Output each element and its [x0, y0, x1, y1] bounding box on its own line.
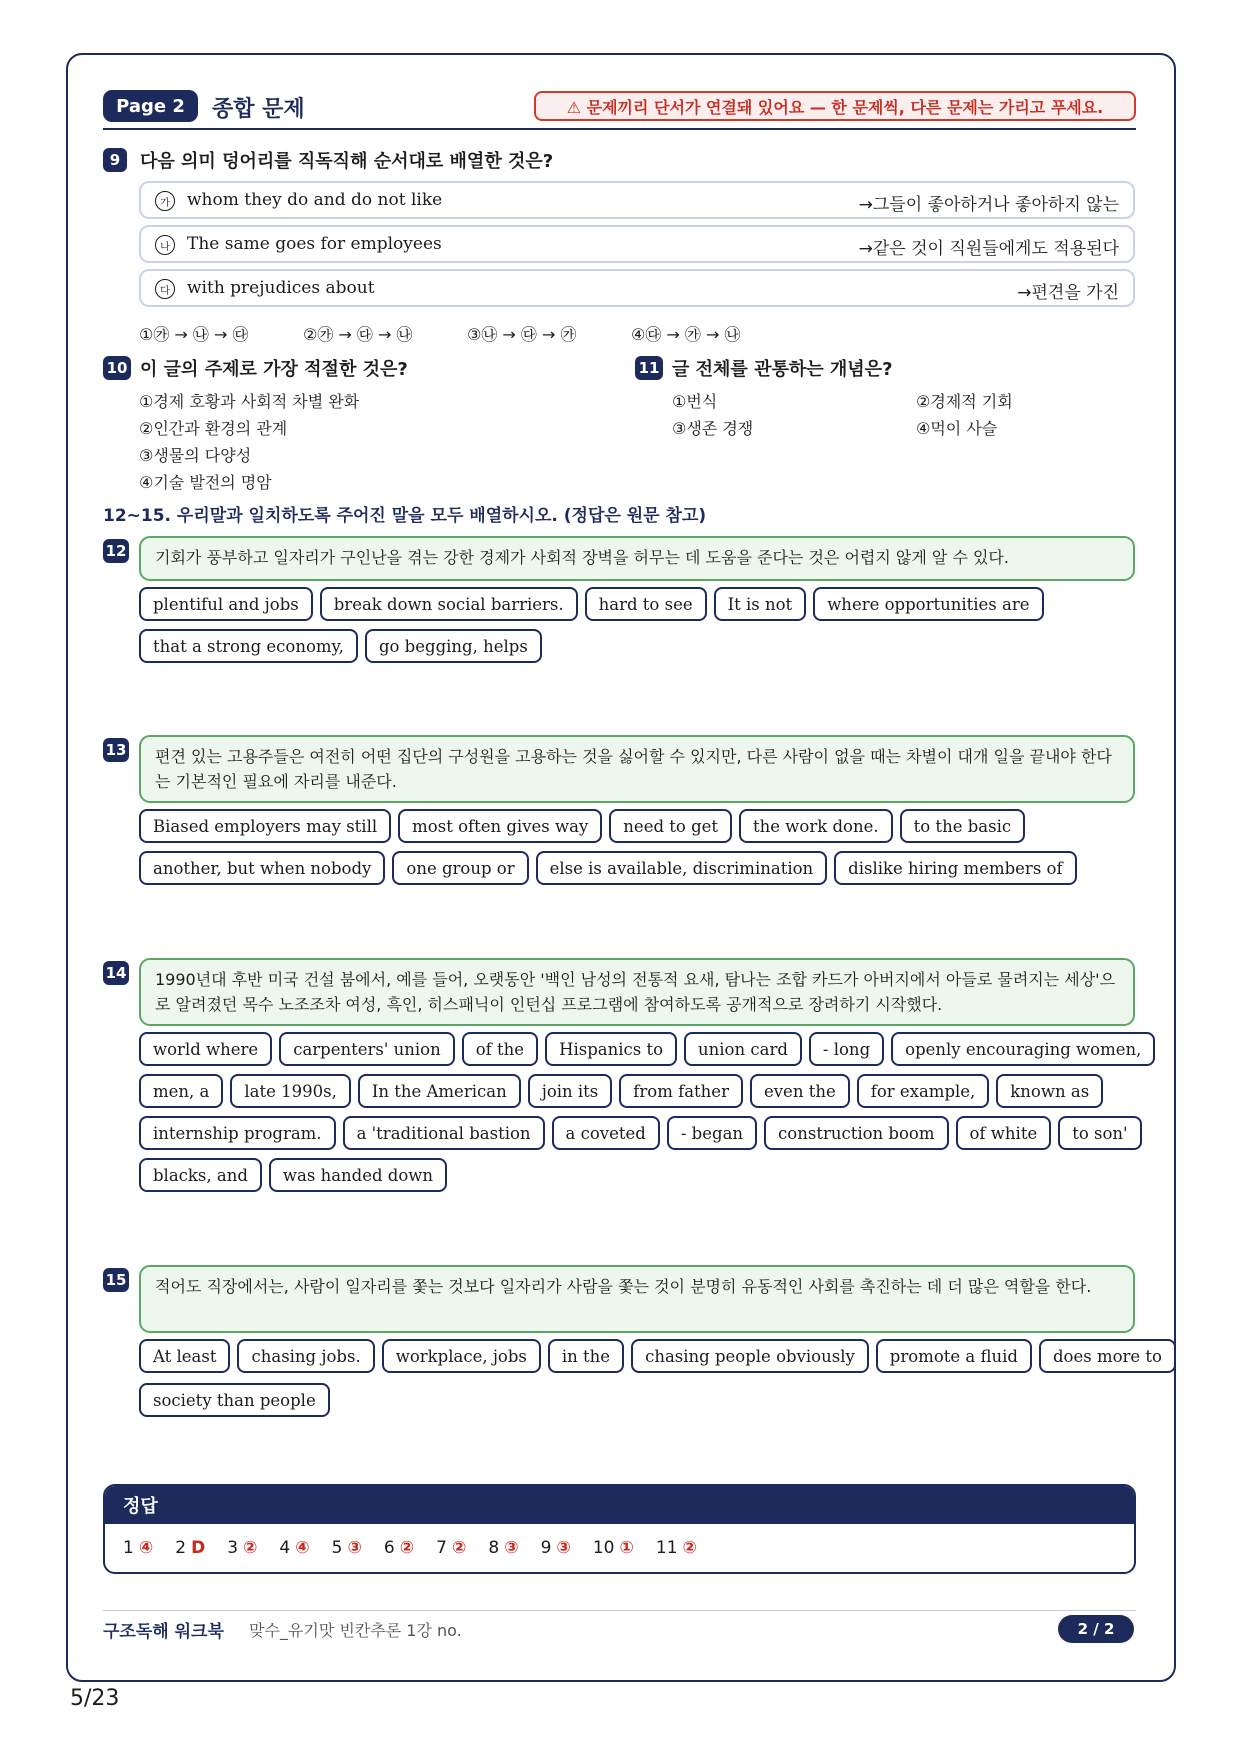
- word-tile[interactable]: to son': [1058, 1116, 1141, 1150]
- circle-mark: 나: [155, 235, 175, 255]
- question-number-14: 14: [103, 961, 129, 985]
- chunk-english: The same goes for employees: [187, 234, 442, 254]
- word-tile[interactable]: dislike hiring members of: [834, 851, 1076, 885]
- q9-option-2[interactable]: ②㉮ → ㉰ → ㉯: [303, 325, 413, 344]
- word-row: [139, 1116, 1142, 1150]
- page-counter: 5/23: [70, 1686, 120, 1711]
- word-row: [139, 809, 1025, 843]
- korean-prompt-14: 1990년대 후반 미국 건설 붐에서, 예를 들어, 오랫동안 '백인 남성의 전통적 요새, 탐나는 조합 카드가 아버지에서 아들로 물려지는 세상'으로 알려졌던 목수 노조조차 여성, 흑인, 히스패닉이 인턴십 프로그램에 참여하도록 공개적으로 장려하기 시작했다.: [139, 958, 1135, 1026]
- answer-item: 5 ③: [331, 1538, 362, 1558]
- question-number-10: 10: [103, 356, 131, 380]
- word-tile[interactable]: of the: [462, 1032, 538, 1066]
- word-tile[interactable]: the work done.: [739, 809, 893, 843]
- footer-page-pill: 2 / 2: [1058, 1615, 1134, 1643]
- korean-prompt-13: 편견 있는 고용주들은 여전히 어떤 집단의 구성원을 고용하는 것을 싫어할 수 있지만, 다른 사람이 없을 때는 차별이 대개 일을 끝내야 한다는 기본적인 필요에 자리를 내준다.: [139, 735, 1135, 803]
- word-tile[interactable]: of white: [956, 1116, 1052, 1150]
- word-tile[interactable]: openly encouraging women,: [891, 1032, 1155, 1066]
- answer-item: 10 ①: [592, 1538, 634, 1558]
- answer-item: 2 D: [175, 1538, 206, 1558]
- word-row: [139, 1383, 330, 1417]
- q11-option-4[interactable]: ④먹이 사슬: [916, 419, 998, 438]
- question-number-13: 13: [103, 738, 129, 762]
- word-tile[interactable]: need to get: [609, 809, 732, 843]
- q9-option-3[interactable]: ③㉯ → ㉰ → ㉮: [467, 325, 577, 344]
- word-tile[interactable]: in the: [548, 1339, 624, 1373]
- word-tile[interactable]: another, but when nobody: [139, 851, 385, 885]
- question-11-text: 글 전체를 관통하는 개념은?: [672, 359, 893, 380]
- word-tile[interactable]: does more to: [1039, 1339, 1176, 1373]
- answer-key: [103, 1484, 1136, 1574]
- warning-banner: ⚠ 문제끼리 단서가 연결돼 있어요 — 한 문제씩, 다른 문제는 가리고 푸세요.: [534, 91, 1136, 121]
- answer-item: 4 ④: [279, 1538, 310, 1558]
- word-row: [139, 1032, 1155, 1066]
- q10-option-1[interactable]: ①경제 호황과 사회적 차별 완화: [139, 392, 360, 411]
- q10-option-2[interactable]: ②인간과 환경의 관계: [139, 419, 288, 438]
- chunk-english: whom they do and do not like: [187, 190, 443, 210]
- word-row: [139, 629, 542, 663]
- word-tile[interactable]: world where: [139, 1032, 272, 1066]
- chunk-korean: →같은 것이 직원들에게도 적용된다: [858, 239, 1119, 259]
- word-tile[interactable]: was handed down: [269, 1158, 447, 1192]
- word-tile[interactable]: It is not: [714, 587, 807, 621]
- word-tile[interactable]: At least: [139, 1339, 230, 1373]
- word-row: [139, 1074, 1103, 1108]
- word-tile[interactable]: blacks, and: [139, 1158, 262, 1192]
- answer-item: 9 ③: [540, 1538, 571, 1558]
- circle-mark: 가: [155, 191, 175, 211]
- word-tile[interactable]: Hispanics to: [545, 1032, 677, 1066]
- answer-key-heading: 정답: [105, 1486, 1134, 1524]
- word-tile[interactable]: - long: [809, 1032, 884, 1066]
- answer-item: 8 ③: [488, 1538, 519, 1558]
- question-number-12: 12: [103, 539, 129, 563]
- chunk-ga: [139, 181, 1135, 219]
- answer-item: 6 ②: [383, 1538, 415, 1558]
- answer-item: 11 ②: [655, 1538, 697, 1558]
- word-row: [139, 1339, 1176, 1373]
- word-tile[interactable]: for example,: [857, 1074, 990, 1108]
- word-tile[interactable]: construction boom: [764, 1116, 948, 1150]
- word-tile[interactable]: to the basic: [900, 809, 1025, 843]
- question-10-text: 이 글의 주제로 가장 적절한 것은?: [140, 359, 408, 380]
- section-heading: 12~15. 우리말과 일치하도록 주어진 말을 모두 배열하시오. (정답은 원문 참고): [103, 506, 707, 526]
- question-number-11: 11: [635, 356, 663, 380]
- chunk-english: with prejudices about: [187, 278, 375, 298]
- word-tile[interactable]: chasing people obviously: [631, 1339, 869, 1373]
- chunk-korean: →편견을 가진: [1017, 283, 1119, 303]
- q10-option-3[interactable]: ③생물의 다양성: [139, 446, 252, 465]
- word-tile[interactable]: union card: [684, 1032, 802, 1066]
- chunk-korean: →그들이 좋아하거나 좋아하지 않는: [858, 195, 1119, 215]
- word-tile[interactable]: promote a fluid: [876, 1339, 1032, 1373]
- word-tile[interactable]: society than people: [139, 1383, 330, 1417]
- answer-list: [105, 1524, 1134, 1572]
- q10-option-4[interactable]: ④기술 발전의 명암: [139, 473, 272, 492]
- question-number-9: 9: [103, 148, 127, 172]
- word-tile[interactable]: carpenters' union: [279, 1032, 455, 1066]
- word-tile[interactable]: where opportunities are: [813, 587, 1043, 621]
- word-tile[interactable]: In the American: [358, 1074, 521, 1108]
- word-row: [139, 587, 1044, 621]
- footer-title: 구조독해 워크북: [103, 1622, 224, 1642]
- word-tile[interactable]: late 1990s,: [230, 1074, 350, 1108]
- q11-option-1[interactable]: ①번식: [672, 392, 718, 411]
- word-tile[interactable]: a coveted: [552, 1116, 660, 1150]
- word-tile[interactable]: internship program.: [139, 1116, 336, 1150]
- word-tile[interactable]: that a strong economy,: [139, 629, 358, 663]
- word-tile[interactable]: join its: [528, 1074, 613, 1108]
- answer-item: 7 ②: [436, 1538, 467, 1558]
- question-number-15: 15: [103, 1268, 129, 1292]
- header-divider: [103, 128, 1136, 130]
- circle-mark: 다: [155, 279, 175, 299]
- word-tile[interactable]: workplace, jobs: [382, 1339, 541, 1373]
- word-tile[interactable]: hard to see: [585, 587, 707, 621]
- word-tile[interactable]: from father: [619, 1074, 743, 1108]
- word-tile[interactable]: men, a: [139, 1074, 223, 1108]
- answer-item: 3 ②: [227, 1538, 258, 1558]
- word-tile[interactable]: most often gives way: [398, 809, 602, 843]
- word-tile[interactable]: plentiful and jobs: [139, 587, 313, 621]
- word-tile[interactable]: one group or: [392, 851, 528, 885]
- q9-option-1[interactable]: ①㉮ → ㉯ → ㉰: [139, 325, 249, 344]
- q11-option-2[interactable]: ②경제적 기회: [916, 392, 1013, 411]
- word-row: [139, 851, 1077, 885]
- footer-divider: [103, 1610, 1136, 1611]
- chunk-na: [139, 225, 1135, 263]
- word-row: [139, 1158, 447, 1192]
- word-tile[interactable]: a 'traditional bastion: [343, 1116, 545, 1150]
- word-tile[interactable]: known as: [996, 1074, 1103, 1108]
- word-tile[interactable]: chasing jobs.: [237, 1339, 374, 1373]
- answer-item: 1 ④: [123, 1538, 154, 1558]
- page-title: 종합 문제: [212, 97, 305, 122]
- korean-prompt-12: 기회가 풍부하고 일자리가 구인난을 겪는 강한 경제가 사회적 장벽을 허무는 데 도움을 준다는 것은 어렵지 않게 알 수 있다.: [139, 536, 1135, 581]
- footer-subtitle: 맞수_유기맛 빈칸추론 1강 no.: [249, 1621, 462, 1640]
- word-tile[interactable]: even the: [750, 1074, 850, 1108]
- q9-option-4[interactable]: ④㉰ → ㉮ → ㉯: [631, 325, 741, 344]
- word-tile[interactable]: - began: [667, 1116, 757, 1150]
- question-9-text: 다음 의미 덩어리를 직독직해 순서대로 배열한 것은?: [140, 151, 554, 172]
- word-tile[interactable]: break down social barriers.: [320, 587, 578, 621]
- word-tile[interactable]: Biased employers may still: [139, 809, 391, 843]
- q11-option-3[interactable]: ③생존 경쟁: [672, 419, 754, 438]
- korean-prompt-15: 적어도 직장에서는, 사람이 일자리를 쫓는 것보다 일자리가 사람을 쫓는 것이 분명히 유동적인 사회를 촉진하는 데 더 많은 역할을 한다.: [139, 1265, 1135, 1333]
- page-label-pill: Page 2: [103, 90, 198, 122]
- word-tile[interactable]: else is available, discrimination: [536, 851, 828, 885]
- word-tile[interactable]: go begging, helps: [365, 629, 542, 663]
- chunk-da: [139, 269, 1135, 307]
